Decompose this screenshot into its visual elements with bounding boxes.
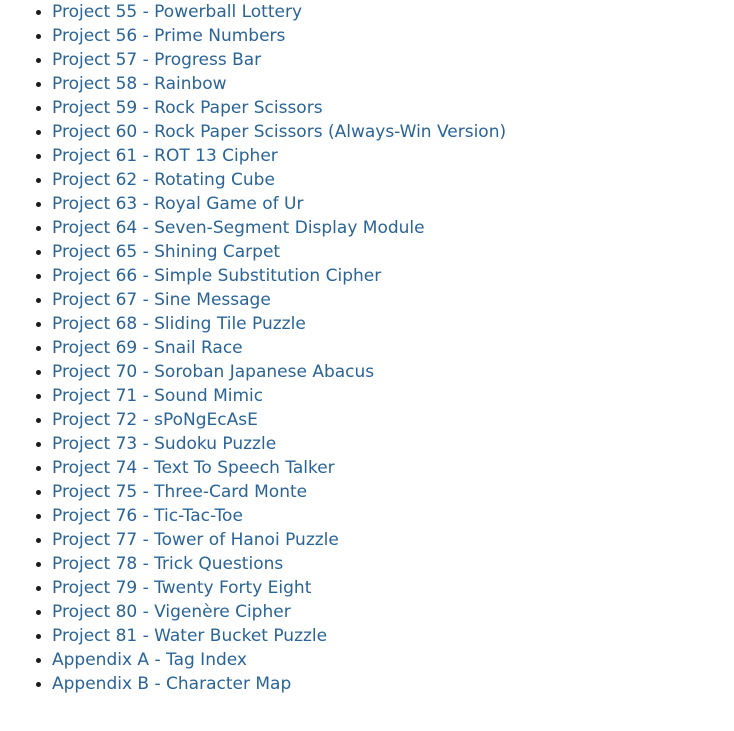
toc-list-item (52, 432, 734, 456)
toc-link[interactable]: Project 58 - Rainbow (52, 74, 227, 94)
toc-list-item (52, 384, 734, 408)
toc-list-item (52, 72, 734, 96)
toc-link[interactable]: Project 72 - sPoNgEcAsE (52, 410, 258, 430)
toc-link[interactable]: Project 56 - Prime Numbers (52, 26, 286, 46)
toc-list-item (52, 600, 734, 624)
toc-list-item (52, 624, 734, 648)
toc-list-item (52, 528, 734, 552)
toc-list-item (52, 288, 734, 312)
toc-link[interactable]: Project 79 - Twenty Forty Eight (52, 578, 312, 598)
toc-list-item (52, 552, 734, 576)
toc-link[interactable]: Project 63 - Royal Game of Ur (52, 194, 304, 214)
toc-link[interactable]: Project 69 - Snail Race (52, 338, 243, 358)
toc-link[interactable]: Project 60 - Rock Paper Scissors (Always-Win Version) (52, 122, 507, 142)
toc-link[interactable]: Appendix A - Tag Index (52, 650, 247, 670)
toc-list-item (52, 504, 734, 528)
toc-list-item (52, 648, 734, 672)
toc-list-item (52, 408, 734, 432)
toc-list-item (52, 48, 734, 72)
toc-link[interactable]: Project 77 - Tower of Hanoi Puzzle (52, 530, 339, 550)
toc-link[interactable]: Project 78 - Trick Questions (52, 554, 284, 574)
toc-list-item (52, 216, 734, 240)
toc-list-item (52, 264, 734, 288)
toc-link[interactable]: Project 67 - Sine Message (52, 290, 271, 310)
toc-link[interactable]: Project 81 - Water Bucket Puzzle (52, 626, 328, 646)
toc-link[interactable]: Project 68 - Sliding Tile Puzzle (52, 314, 306, 334)
toc-link[interactable]: Project 80 - Vigenère Cipher (52, 602, 291, 622)
toc-link[interactable]: Project 64 - Seven-Segment Display Module (52, 218, 425, 238)
toc-list-item (52, 480, 734, 504)
toc-link[interactable]: Project 75 - Three-Card Monte (52, 482, 308, 502)
toc-list-item (52, 192, 734, 216)
toc-list-item (52, 576, 734, 600)
toc-link[interactable]: Appendix B - Character Map (52, 674, 292, 694)
toc-list-item (52, 0, 734, 24)
toc-link[interactable]: Project 71 - Sound Mimic (52, 386, 264, 406)
toc-link[interactable]: Project 59 - Rock Paper Scissors (52, 98, 323, 118)
toc-list-item (52, 456, 734, 480)
toc-link[interactable]: Project 76 - Tic-Tac-Toe (52, 506, 243, 526)
toc-link[interactable]: Project 62 - Rotating Cube (52, 170, 275, 190)
toc-list-item (52, 312, 734, 336)
toc-link[interactable]: Project 61 - ROT 13 Cipher (52, 146, 278, 166)
toc-list-item (52, 672, 734, 696)
toc-list-item (52, 144, 734, 168)
toc-link[interactable]: Project 66 - Simple Substitution Cipher (52, 266, 382, 286)
toc-list-item (52, 96, 734, 120)
toc-link[interactable]: Project 74 - Text To Speech Talker (52, 458, 335, 478)
toc-list-item (52, 120, 734, 144)
toc-link[interactable]: Project 65 - Shining Carpet (52, 242, 281, 262)
toc-list-item (52, 360, 734, 384)
toc-link[interactable]: Project 73 - Sudoku Puzzle (52, 434, 277, 454)
toc-list-item (52, 24, 734, 48)
toc-link[interactable]: Project 55 - Powerball Lottery (52, 2, 303, 22)
toc-list-item (52, 168, 734, 192)
toc-list-item (52, 336, 734, 360)
toc-link[interactable]: Project 70 - Soroban Japanese Abacus (52, 362, 375, 382)
toc-link[interactable]: Project 57 - Progress Bar (52, 50, 262, 70)
toc-list-item (52, 240, 734, 264)
